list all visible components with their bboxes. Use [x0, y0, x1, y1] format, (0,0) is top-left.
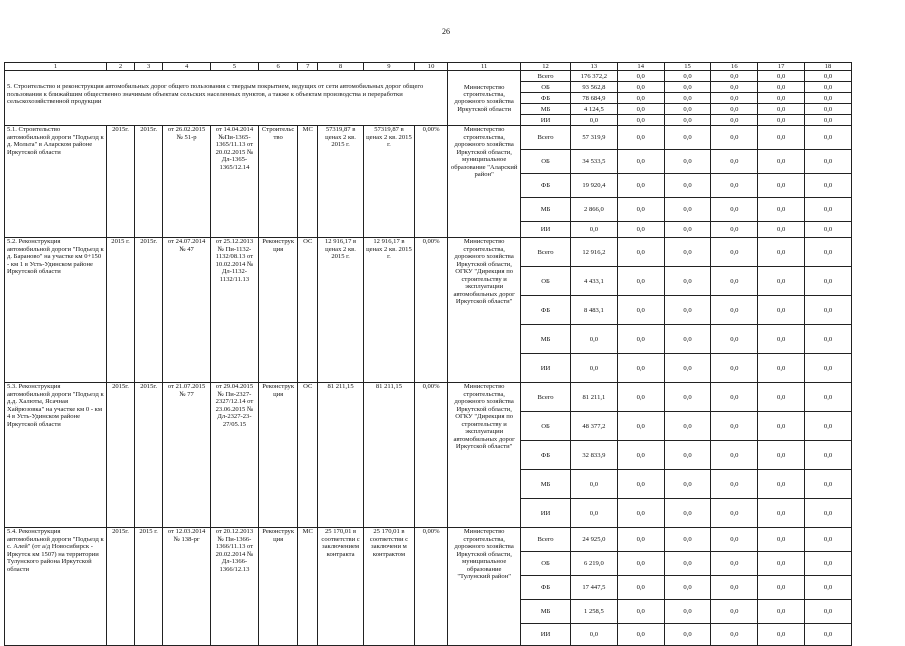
funding-value: 34 533,5	[571, 150, 618, 174]
funding-value: 0,0	[664, 383, 711, 412]
funding-value: 0,0	[617, 267, 664, 296]
funding-level: ОБ	[521, 552, 571, 576]
funding-level: ФБ	[521, 296, 571, 325]
funding-value: 12 916,2	[571, 238, 618, 267]
funding-value: 0,0	[664, 296, 711, 325]
funding-value: 0,0	[758, 238, 805, 267]
funding-value: 0,0	[617, 470, 664, 499]
funding-level: ИИ	[521, 115, 571, 126]
funding-value: 0,0	[711, 383, 758, 412]
significance: МС	[298, 126, 318, 238]
funding-level: ИИ	[521, 222, 571, 238]
funding-level: ФБ	[521, 93, 571, 104]
funding-value: 0,0	[664, 222, 711, 238]
expertise-conclusion: от 25.12.2013 № Пи-1132-1132/08.13 от 10.02.2014 № Дл-1132-1132/11.13	[211, 238, 259, 383]
funding-value: 0,0	[758, 325, 805, 354]
funding-level: Всего	[521, 71, 571, 82]
column-number: 4	[163, 63, 211, 71]
funding-value: 17 447,5	[571, 576, 618, 600]
funding-value: 0,0	[805, 600, 852, 624]
funding-value: 0,0	[758, 354, 805, 383]
funding-value: 0,0	[758, 198, 805, 222]
funding-value: 4 124,5	[571, 104, 618, 115]
funding-value: 0,0	[617, 499, 664, 528]
funding-value: 0,0	[805, 150, 852, 174]
funding-level: МБ	[521, 198, 571, 222]
column-number: 18	[805, 63, 852, 71]
funding-value: 0,0	[711, 354, 758, 383]
funding-value: 0,0	[758, 624, 805, 646]
column-number: 14	[617, 63, 664, 71]
readiness: 0,00%	[414, 126, 447, 238]
funding-value: 32 833,9	[571, 441, 618, 470]
funding-value: 0,0	[805, 576, 852, 600]
funding-value: 0,0	[617, 383, 664, 412]
funding-value: 0,0	[758, 126, 805, 150]
funding-level: ИИ	[521, 624, 571, 646]
year-end: 2015г.	[135, 238, 163, 383]
funding-value: 0,0	[758, 150, 805, 174]
funding-level: Всего	[521, 126, 571, 150]
cost-remaining: 12 916,17 в ценах 2 кв. 2015 г.	[363, 238, 414, 383]
funding-level: Всего	[521, 383, 571, 412]
funding-value: 0,0	[758, 528, 805, 552]
funding-value: 0,0	[805, 238, 852, 267]
item-name: 5.2. Реконструкция автомобильной дороги "Подъезд к д. Бараново" на участке км 0+150 - км 1 в Усть-Удинском районе Иркутской области	[5, 238, 107, 383]
funding-value: 0,0	[617, 441, 664, 470]
funding-value: 0,0	[664, 71, 711, 82]
funding-value: 0,0	[758, 412, 805, 441]
column-number: 12	[521, 63, 571, 71]
funding-value: 0,0	[664, 528, 711, 552]
funding-value: 0,0	[664, 624, 711, 646]
funding-value: 0,0	[711, 499, 758, 528]
funding-value: 57 319,9	[571, 126, 618, 150]
executor: Министерство строительства, дорожного хозяйства Иркутской области, муниципальное образование "Аларский район"	[448, 126, 521, 238]
column-number: 7	[298, 63, 318, 71]
page-number: 26	[442, 27, 450, 36]
funding-value: 8 483,1	[571, 296, 618, 325]
funding-value: 0,0	[617, 126, 664, 150]
funding-value: 0,0	[711, 267, 758, 296]
year-end: 2015г.	[135, 383, 163, 528]
funding-value: 0,0	[805, 552, 852, 576]
funding-value: 1 258,5	[571, 600, 618, 624]
funding-level: МБ	[521, 325, 571, 354]
funding-value: 0,0	[758, 383, 805, 412]
funding-value: 0,0	[711, 174, 758, 198]
readiness: 0,00%	[414, 383, 447, 528]
cost-remaining: 25 170,01 в соответстви с заключени м контрактом	[363, 528, 414, 646]
significance: ОС	[298, 238, 318, 383]
expertise-conclusion: от 29.04.2015 № Пи-2327-2327/12.14 от 23.06.2015 № Дл-2327-23-27/05.15	[211, 383, 259, 528]
funding-value: 4 433,1	[571, 267, 618, 296]
funding-value: 0,0	[711, 222, 758, 238]
funding-value: 0,0	[711, 115, 758, 126]
year-end: 2015 г.	[135, 528, 163, 646]
funding-value: 0,0	[805, 470, 852, 499]
funding-value: 19 920,4	[571, 174, 618, 198]
cost-remaining: 57319,87 в ценах 2 кв. 2015 г.	[363, 126, 414, 238]
table-row	[5, 71, 852, 82]
funding-value: 0,0	[664, 150, 711, 174]
funding-value: 0,0	[758, 470, 805, 499]
funding-value: 0,0	[664, 198, 711, 222]
funding-value: 0,0	[711, 238, 758, 267]
funding-value: 0,0	[711, 624, 758, 646]
funding-value: 0,0	[617, 552, 664, 576]
funding-value: 0,0	[617, 624, 664, 646]
funding-value: 0,0	[571, 354, 618, 383]
funding-value: 0,0	[617, 104, 664, 115]
funding-value: 0,0	[711, 198, 758, 222]
funding-value: 78 684,9	[571, 93, 618, 104]
funding-value: 0,0	[805, 383, 852, 412]
funding-value: 0,0	[571, 470, 618, 499]
funding-value: 0,0	[711, 441, 758, 470]
funding-value: 0,0	[664, 412, 711, 441]
expertise-conclusion: от 20.12.2013 № Пи-1366-1366/11.13 от 20.02.2014 № Дл-1366-1366/12.13	[211, 528, 259, 646]
funding-value: 0,0	[617, 82, 664, 93]
funding-value: 0,0	[664, 104, 711, 115]
funding-value: 0,0	[617, 115, 664, 126]
funding-value: 0,0	[664, 267, 711, 296]
funding-value: 0,0	[805, 115, 852, 126]
executor: Министерство строительства, дорожного хозяйства Иркутской области, муниципальное образование "Тулунский район"	[448, 528, 521, 646]
funding-value: 0,0	[805, 82, 852, 93]
funding-value: 0,0	[664, 325, 711, 354]
item-name: 5.4. Реконструкция автомобильной дороги "Подъезд к с. Алей" (от а/д Новосибирск - Иркутск км 1507) на территории Тулунского района Иркутской области	[5, 528, 107, 646]
funding-level: Всего	[521, 238, 571, 267]
funding-level: ФБ	[521, 576, 571, 600]
cost-estimate: 57319,87 в ценах 2 кв. 2015 г.	[318, 126, 364, 238]
funding-level: ОБ	[521, 150, 571, 174]
funding-value: 0,0	[617, 528, 664, 552]
cost-estimate: 25 170,01 в соответстви с заключением контракта	[318, 528, 364, 646]
funding-value: 0,0	[711, 412, 758, 441]
section-executor: Министерство строительства, дорожного хозяйства Иркутской области	[448, 71, 521, 126]
funding-value: 0,0	[617, 600, 664, 624]
funding-value: 0,0	[758, 441, 805, 470]
funding-value: 0,0	[758, 499, 805, 528]
work-type: Строительс тво	[258, 126, 298, 238]
funding-value: 0,0	[571, 624, 618, 646]
executor: Министерство строительства, дорожного хозяйства Иркутской области, ОГКУ "Дирекция по строительству и эксплуатации автомобильных дорог Иркутской области"	[448, 383, 521, 528]
year-start: 2015 г.	[106, 238, 134, 383]
funding-value: 0,0	[711, 150, 758, 174]
funding-value: 24 925,0	[571, 528, 618, 552]
funding-value: 0,0	[805, 104, 852, 115]
funding-value: 0,0	[711, 93, 758, 104]
section-title: 5. Строительство и реконструкция автомобильных дорог общего пользования с твердым покрытием, ведущих от сети автомобильных дорог общего пользования к ближайшим общественно значимым объектам сельских населенных пунктов, а также к объектам производства и переработки сельскохозяйственной продукции	[5, 71, 448, 126]
approval-document: от 24.07.2014 № 47	[163, 238, 211, 383]
funding-value: 0,0	[758, 115, 805, 126]
funding-value: 6 219,0	[571, 552, 618, 576]
funding-level: ОБ	[521, 412, 571, 441]
funding-level: ИИ	[521, 499, 571, 528]
funding-value: 0,0	[664, 552, 711, 576]
significance: ОС	[298, 383, 318, 528]
year-end: 2015г.	[135, 126, 163, 238]
funding-value: 176 372,2	[571, 71, 618, 82]
funding-value: 0,0	[617, 412, 664, 441]
column-number: 1	[5, 63, 107, 71]
expertise-conclusion: от 14.04.2014 №Пи-1365-1365/11.13 от 20.02.2015 № Дл-1365-1365/12.14	[211, 126, 259, 238]
funding-value: 0,0	[617, 354, 664, 383]
column-number: 16	[711, 63, 758, 71]
funding-value: 0,0	[617, 174, 664, 198]
column-number: 2	[106, 63, 134, 71]
funding-value: 0,0	[758, 600, 805, 624]
column-number: 9	[363, 63, 414, 71]
column-number: 11	[448, 63, 521, 71]
funding-value: 0,0	[758, 174, 805, 198]
approval-document: от 12.03.2014 № 138-рг	[163, 528, 211, 646]
funding-value: 0,0	[711, 71, 758, 82]
column-number: 8	[318, 63, 364, 71]
funding-level: Всего	[521, 528, 571, 552]
funding-value: 0,0	[805, 198, 852, 222]
funding-level: МБ	[521, 104, 571, 115]
cost-remaining: 81 211,15	[363, 383, 414, 528]
significance: МС	[298, 528, 318, 646]
funding-level: ФБ	[521, 441, 571, 470]
funding-value: 0,0	[711, 470, 758, 499]
funding-value: 0,0	[711, 325, 758, 354]
funding-value: 0,0	[664, 238, 711, 267]
funding-value: 0,0	[617, 93, 664, 104]
funding-value: 0,0	[664, 441, 711, 470]
funding-value: 0,0	[805, 267, 852, 296]
funding-value: 0,0	[571, 222, 618, 238]
table-row	[5, 126, 852, 150]
funding-value: 0,0	[664, 174, 711, 198]
column-number: 17	[758, 63, 805, 71]
funding-value: 0,0	[664, 576, 711, 600]
column-number: 3	[135, 63, 163, 71]
funding-level: МБ	[521, 470, 571, 499]
funding-value: 0,0	[805, 71, 852, 82]
table-row	[5, 383, 852, 412]
funding-value: 2 866,0	[571, 198, 618, 222]
funding-value: 0,0	[805, 93, 852, 104]
item-name: 5.3. Реконструкция автомобильной дороги "Подъезд к д.д. Халюты, Ясачная Хайрюзовка" на участке км 0 - км 4 в Усть-Удинском районе Иркутской области	[5, 383, 107, 528]
funding-value: 0,0	[617, 576, 664, 600]
funding-value: 0,0	[805, 441, 852, 470]
funding-value: 0,0	[711, 600, 758, 624]
funding-value: 0,0	[711, 126, 758, 150]
funding-value: 0,0	[805, 624, 852, 646]
funding-level: ИИ	[521, 354, 571, 383]
year-start: 2015г.	[106, 528, 134, 646]
funding-value: 0,0	[664, 115, 711, 126]
column-number-row	[5, 63, 852, 71]
approval-document: от 21.07.2015 № 77	[163, 383, 211, 528]
funding-value: 0,0	[805, 126, 852, 150]
program-table	[4, 62, 852, 646]
funding-value: 0,0	[805, 222, 852, 238]
column-number: 10	[414, 63, 447, 71]
funding-value: 0,0	[617, 296, 664, 325]
funding-value: 0,0	[617, 71, 664, 82]
funding-level: ОБ	[521, 267, 571, 296]
funding-value: 0,0	[805, 325, 852, 354]
funding-value: 0,0	[664, 93, 711, 104]
year-start: 2015г.	[106, 126, 134, 238]
work-type: Реконструк ция	[258, 528, 298, 646]
column-number: 13	[571, 63, 618, 71]
funding-value: 0,0	[758, 267, 805, 296]
year-start: 2015г.	[106, 383, 134, 528]
work-type: Реконструк ция	[258, 383, 298, 528]
funding-value: 0,0	[664, 499, 711, 528]
funding-value: 48 377,2	[571, 412, 618, 441]
funding-value: 0,0	[571, 115, 618, 126]
column-number: 6	[258, 63, 298, 71]
work-type: Реконструк ция	[258, 238, 298, 383]
readiness: 0,00%	[414, 528, 447, 646]
funding-value: 0,0	[711, 528, 758, 552]
funding-value: 0,0	[758, 82, 805, 93]
funding-value: 0,0	[711, 82, 758, 93]
funding-value: 0,0	[758, 71, 805, 82]
funding-value: 0,0	[664, 600, 711, 624]
funding-value: 0,0	[617, 222, 664, 238]
funding-value: 0,0	[571, 325, 618, 354]
funding-level: ФБ	[521, 174, 571, 198]
table-row	[5, 528, 852, 552]
funding-value: 0,0	[805, 174, 852, 198]
funding-value: 0,0	[758, 93, 805, 104]
table-row	[5, 238, 852, 267]
funding-value: 0,0	[617, 150, 664, 174]
funding-value: 81 211,1	[571, 383, 618, 412]
funding-value: 0,0	[805, 354, 852, 383]
funding-value: 0,0	[664, 354, 711, 383]
funding-value: 0,0	[711, 296, 758, 325]
funding-value: 0,0	[664, 470, 711, 499]
funding-value: 0,0	[664, 82, 711, 93]
funding-value: 0,0	[805, 412, 852, 441]
funding-level: ОБ	[521, 82, 571, 93]
funding-value: 0,0	[758, 576, 805, 600]
item-name: 5.1. Строительство автомобильной дороги "Подъезд к д. Мольта" в Аларском районе Иркутской области	[5, 126, 107, 238]
funding-value: 0,0	[571, 499, 618, 528]
funding-value: 0,0	[711, 104, 758, 115]
funding-value: 0,0	[758, 296, 805, 325]
funding-value: 0,0	[758, 552, 805, 576]
funding-value: 0,0	[758, 104, 805, 115]
readiness: 0,00%	[414, 238, 447, 383]
cost-estimate: 81 211,15	[318, 383, 364, 528]
funding-value: 0,0	[617, 238, 664, 267]
funding-value: 0,0	[805, 528, 852, 552]
funding-value: 0,0	[711, 576, 758, 600]
funding-level: МБ	[521, 600, 571, 624]
column-number: 5	[211, 63, 259, 71]
funding-value: 0,0	[805, 499, 852, 528]
funding-value: 0,0	[617, 198, 664, 222]
cost-estimate: 12 916,17 в ценах 2 кв. 2015 г.	[318, 238, 364, 383]
column-number: 15	[664, 63, 711, 71]
executor: Министерство строительства, дорожного хозяйства Иркутской области, ОГКУ "Дирекция по строительству и эксплуатации автомобильных дорог Иркутской области"	[448, 238, 521, 383]
funding-value: 0,0	[617, 325, 664, 354]
funding-value: 0,0	[805, 296, 852, 325]
funding-value: 0,0	[758, 222, 805, 238]
funding-value: 0,0	[664, 126, 711, 150]
approval-document: от 26.02.2015 № 51-р	[163, 126, 211, 238]
funding-value: 0,0	[711, 552, 758, 576]
funding-value: 93 562,8	[571, 82, 618, 93]
